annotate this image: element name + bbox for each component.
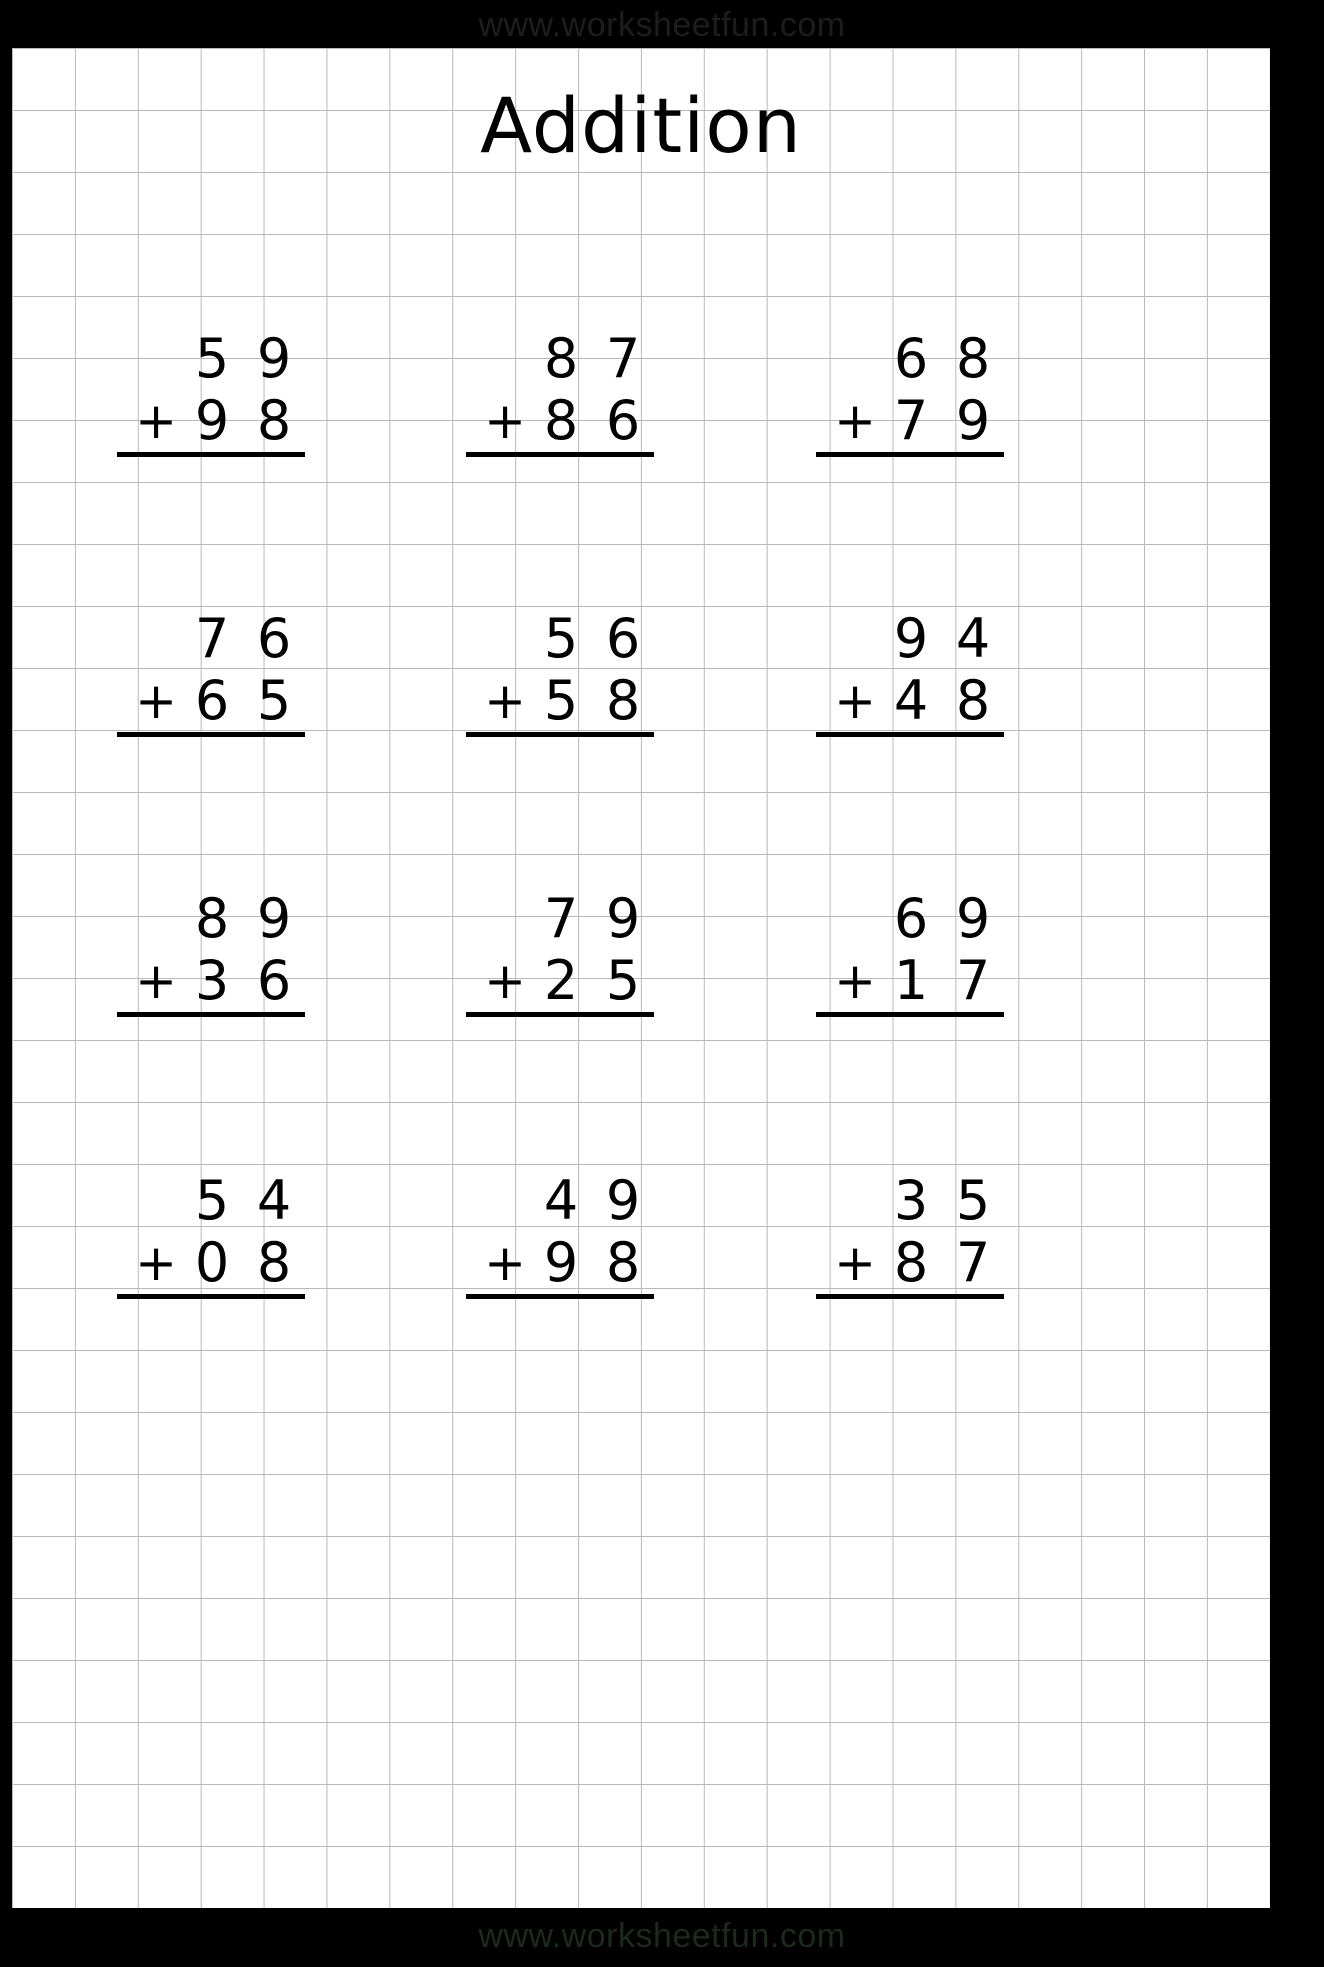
page-title: Addition	[480, 81, 802, 170]
problem-8-addend-bottom	[449, 950, 654, 1012]
digit-ones: 9	[955, 887, 991, 950]
digit-ones: 4	[955, 607, 991, 670]
digit-tens: 3	[893, 1169, 929, 1232]
digit-ones: 5	[256, 669, 292, 732]
digit-ones: 6	[256, 949, 292, 1012]
problem-5-addend-bottom	[449, 670, 654, 732]
digit-ones: 6	[605, 607, 641, 670]
problem-7-addend-top	[100, 888, 305, 950]
digit-tens: 8	[543, 389, 579, 452]
digit-ones: 7	[605, 327, 641, 390]
digit-ones: 9	[256, 887, 292, 950]
problem-4	[100, 608, 305, 795]
answer-space[interactable]	[799, 1017, 1004, 1075]
plus-sign: +	[135, 672, 177, 730]
plus-sign: +	[484, 952, 526, 1010]
plus-sign: +	[834, 952, 876, 1010]
problem-5	[449, 608, 654, 795]
digit-tens: 5	[543, 607, 579, 670]
digit-tens: 3	[194, 949, 230, 1012]
digit-tens: 9	[893, 607, 929, 670]
digit-tens: 6	[893, 327, 929, 390]
digit-tens: 0	[194, 1231, 230, 1294]
problem-8-addend-top	[449, 888, 654, 950]
digit-tens: 4	[893, 669, 929, 732]
digit-ones: 8	[955, 327, 991, 390]
answer-space[interactable]	[449, 1299, 654, 1357]
answer-space[interactable]	[799, 1299, 1004, 1357]
digit-tens: 4	[543, 1169, 579, 1232]
problem-12	[799, 1170, 1004, 1357]
digit-ones: 5	[955, 1169, 991, 1232]
digit-ones: 8	[605, 669, 641, 732]
plus-sign: +	[834, 672, 876, 730]
digit-tens: 5	[543, 669, 579, 732]
digit-tens: 2	[543, 949, 579, 1012]
problem-1-addend-top	[100, 328, 305, 390]
digit-ones: 6	[605, 389, 641, 452]
digit-ones: 4	[256, 1169, 292, 1232]
problem-9	[799, 888, 1004, 1075]
answer-space[interactable]	[799, 457, 1004, 515]
digit-ones: 8	[955, 669, 991, 732]
problem-1	[100, 328, 305, 515]
problem-7-addend-bottom	[100, 950, 305, 1012]
digit-ones: 9	[256, 327, 292, 390]
digit-tens: 6	[893, 887, 929, 950]
problem-9-addend-bottom	[799, 950, 1004, 1012]
watermark-top: www.worksheetfun.com	[478, 5, 846, 44]
digit-tens: 6	[194, 669, 230, 732]
answer-space[interactable]	[449, 737, 654, 795]
problem-3-addend-bottom	[799, 390, 1004, 452]
digit-ones: 9	[605, 1169, 641, 1232]
digit-ones: 8	[256, 1231, 292, 1294]
digit-tens: 9	[543, 1231, 579, 1294]
problem-2	[449, 328, 654, 515]
problem-12-addend-top	[799, 1170, 1004, 1232]
problem-grid	[12, 48, 1270, 1908]
answer-space[interactable]	[100, 457, 305, 515]
problem-10	[100, 1170, 305, 1357]
problem-4-addend-bottom	[100, 670, 305, 732]
answer-space[interactable]	[100, 1017, 305, 1075]
watermark-bottom: www.worksheetfun.com	[478, 1916, 846, 1955]
digit-ones: 8	[605, 1231, 641, 1294]
digit-tens: 1	[893, 949, 929, 1012]
plus-sign: +	[135, 1234, 177, 1292]
plus-sign: +	[834, 1234, 876, 1292]
digit-tens: 5	[194, 327, 230, 390]
answer-space[interactable]	[449, 457, 654, 515]
problem-11	[449, 1170, 654, 1357]
problem-2-addend-top	[449, 328, 654, 390]
digit-ones: 7	[955, 1231, 991, 1294]
problem-9-addend-top	[799, 888, 1004, 950]
plus-sign: +	[484, 672, 526, 730]
problem-5-addend-top	[449, 608, 654, 670]
problem-3-addend-top	[799, 328, 1004, 390]
problem-10-addend-top	[100, 1170, 305, 1232]
plus-sign: +	[135, 952, 177, 1010]
problem-4-addend-top	[100, 608, 305, 670]
digit-tens: 7	[893, 389, 929, 452]
problem-10-addend-bottom	[100, 1232, 305, 1294]
digit-tens: 8	[543, 327, 579, 390]
worksheet-sheet	[12, 48, 1270, 1908]
problem-7	[100, 888, 305, 1075]
plus-sign: +	[834, 392, 876, 450]
answer-space[interactable]	[799, 737, 1004, 795]
problem-6-addend-top	[799, 608, 1004, 670]
problem-11-addend-top	[449, 1170, 654, 1232]
problem-11-addend-bottom	[449, 1232, 654, 1294]
problem-1-addend-bottom	[100, 390, 305, 452]
digit-ones: 5	[605, 949, 641, 1012]
digit-tens: 9	[194, 389, 230, 452]
digit-tens: 8	[893, 1231, 929, 1294]
digit-ones: 7	[955, 949, 991, 1012]
plus-sign: +	[484, 1234, 526, 1292]
problem-6-addend-bottom	[799, 670, 1004, 732]
plus-sign: +	[484, 392, 526, 450]
digit-ones: 9	[955, 389, 991, 452]
answer-space[interactable]	[100, 737, 305, 795]
digit-tens: 7	[194, 607, 230, 670]
answer-space[interactable]	[100, 1299, 305, 1357]
digit-tens: 8	[194, 887, 230, 950]
digit-tens: 7	[543, 887, 579, 950]
digit-ones: 8	[256, 389, 292, 452]
digit-tens: 5	[194, 1169, 230, 1232]
problem-12-addend-bottom	[799, 1232, 1004, 1294]
problem-6	[799, 608, 1004, 795]
problem-8	[449, 888, 654, 1075]
problem-2-addend-bottom	[449, 390, 654, 452]
digit-ones: 9	[605, 887, 641, 950]
digit-ones: 6	[256, 607, 292, 670]
problem-3	[799, 328, 1004, 515]
answer-space[interactable]	[449, 1017, 654, 1075]
plus-sign: +	[135, 392, 177, 450]
